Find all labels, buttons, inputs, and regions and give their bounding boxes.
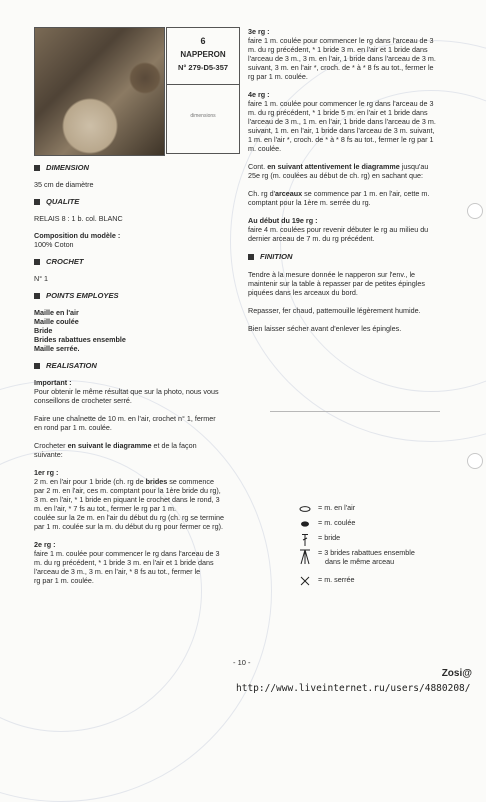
crocheter-line: Crocheter en suivant le diagramme et de la façon	[34, 441, 197, 450]
rg3-line: m. du rg précédent, * 1 bride 3 m. en l'air et 1 bride dans	[248, 45, 428, 54]
section-points: POINTS EMPLOYES	[34, 291, 242, 300]
chain-line: en rond par 1 m. coulée.	[34, 423, 112, 432]
pattern-code: N° 279-D5-357	[177, 63, 229, 72]
left-column	[34, 163, 242, 585]
slip-stitch-icon	[298, 518, 312, 530]
composition-text: 100% Coton	[34, 240, 74, 249]
rg3-title: 3e rg :	[248, 27, 270, 36]
cluster-stitch-icon	[298, 548, 312, 566]
section-divider	[270, 411, 440, 412]
point-item: Bride	[34, 326, 53, 335]
rg4-line: l'arceau de 3 m., 1 m. en l'air, 1 bride dans l'arceau de 3 m.	[248, 117, 436, 126]
rg1-line: coulée sur la 2e m. en l'air du début du rg (ch. rg se termine	[34, 513, 224, 522]
source-url: http://www.liveinternet.ru/users/4880208/	[236, 683, 471, 694]
rg1-line: par 2 m. en l'air, ces m. comptant pour la 1ère bride du rg),	[34, 486, 221, 495]
rg3-line: rg par 1 m. coulée.	[248, 72, 308, 81]
cont-line-2: 25e rg (m. coulées au début de ch. rg) en sachant que:	[248, 171, 424, 180]
section-qualite: QUALITE	[34, 197, 242, 206]
legend-row-cluster: = 3 brides rabattues ensemble dans le même arceau	[298, 548, 415, 566]
square-bullet-icon	[34, 293, 40, 299]
rg2-title: 2e rg :	[34, 540, 56, 549]
important-line: conseillons de crocheter serré.	[34, 396, 132, 405]
section-finition: FINITION	[248, 252, 456, 261]
crocheter-line-2: suivante:	[34, 450, 63, 459]
point-item: Maille coulée	[34, 317, 79, 326]
section-realisation: REALISATION	[34, 361, 242, 370]
repasser-text: Repasser, fer chaud, pattemouille légèrement humide.	[248, 306, 421, 315]
double-crochet-icon	[298, 533, 312, 547]
section-crochet: CROCHET	[34, 257, 242, 266]
reference-mini-text: dimensions	[190, 113, 216, 119]
rg19-line: faire 4 m. coulées pour revenir débuter le rg au milieu du	[248, 225, 429, 234]
rg1-line: par 1 m. coulée sur la m. du début du rg pour fermer ce rg).	[34, 522, 223, 531]
chain-stitch-icon	[298, 503, 312, 515]
rg2-line: m. du rg précédent, * 1 bride 3 m. en l'air et 1 bride dans	[34, 558, 214, 567]
qualite-text: RELAIS 8 : 1 b. col. BLANC	[34, 214, 123, 223]
finition-line: piquées dans les arceaux du bord.	[248, 288, 358, 297]
binder-hole	[467, 203, 483, 219]
rg4-line: 1 m. en l'air *, croch. de * à * 8 fs au tot., fermer le rg par 1	[248, 135, 434, 144]
crochet-text: N° 1	[34, 274, 49, 283]
rg19-line: dernier arceau de 7 m. du rg précédent.	[248, 234, 375, 243]
arceaux-line: Ch. rg d'arceaux se commence par 1 m. en l'air, cette m.	[248, 189, 430, 198]
chain-line: Faire une chaînette de 10 m. en l'air, crochet n° 1, fermer	[34, 414, 216, 423]
doily-photo	[34, 27, 165, 156]
square-bullet-icon	[34, 165, 40, 171]
rg2-line: faire 1 m. coulée pour commencer le rg dans l'arceau de 3	[34, 549, 220, 558]
rg1-line: 2 m. en l'air pour 1 bride (ch. rg de brides se commence	[34, 477, 214, 486]
legend-row-sc: = m. serrée	[298, 575, 355, 587]
cont-line: Cont. en suivant attentivement le diagramme jusqu'au	[248, 162, 429, 171]
single-crochet-icon	[298, 575, 312, 587]
rg4-title: 4e rg :	[248, 90, 270, 99]
rg4-line: suivant, 1 m. en l'air, 1 bride dans l'arceau de 3 m. suivant,	[248, 126, 435, 135]
point-item: Maille en l'air	[34, 308, 79, 317]
finition-line: Tendre à la mesure donnée le napperon sur l'env., le	[248, 270, 416, 279]
square-bullet-icon	[248, 254, 254, 260]
arceaux-line-2: comptant pour la 1ère m. serrée du rg.	[248, 198, 371, 207]
reference-box	[166, 27, 240, 154]
square-bullet-icon	[34, 259, 40, 265]
rg3-line: l'arceau de 3 m., 3 m. en l'air, 1 bride dans l'arceau de 3 m.	[248, 54, 436, 63]
composition-label: Composition du modèle :	[34, 231, 121, 240]
rg3-line: faire 1 m. coulée pour commencer le rg dans l'arceau de 3	[248, 36, 434, 45]
rg4-line: faire 1 m. coulée pour commencer le rg dans l'arceau de 3	[248, 99, 434, 108]
finition-line: maintenir sur la table à repasser par de petites épingles	[248, 279, 425, 288]
rg1-line: 3 m. en l'air, * 1 bride en piquant le crochet dans le rond, 3	[34, 495, 220, 504]
legend-row-slip: = m. coulée	[298, 518, 355, 530]
binder-hole	[467, 453, 483, 469]
important-label: Important :	[34, 378, 72, 387]
point-item: Maille serrée.	[34, 344, 80, 353]
rg2-line: rg par 1 m. coulée.	[34, 576, 94, 585]
pattern-name: NAPPERON	[180, 50, 226, 59]
right-column	[248, 27, 456, 333]
legend-row-bride: = bride	[298, 533, 340, 547]
rg3-line: suivant, 3 m. en l'air *, croch. de * à * 8 fs au tot., fermer le	[248, 63, 434, 72]
rg2-line: l'arceau de 3 m., 3 m. en l'air, * 8 fs au tot., fermer le	[34, 567, 201, 576]
rg1-title: 1er rg :	[34, 468, 59, 477]
point-item: Brides rabattues ensemble	[34, 335, 126, 344]
rg1-line: m. en l'air, * 7 fs au tot., fermer le rg par 1 m.	[34, 504, 176, 513]
pattern-number: 6	[200, 36, 206, 46]
important-line: Pour obtenir le même résultat que sur la photo, nous vous	[34, 387, 219, 396]
section-dimension: DIMENSION	[34, 163, 242, 172]
signature: Zosi@	[441, 668, 472, 679]
rg4-line: m. du rg précédent, * 1 bride 5 m. en l'air et 1 bride dans	[248, 108, 428, 117]
page-number: - 10 -	[233, 658, 251, 667]
laisser-text: Bien laisser sécher avant d'enlever les épingles.	[248, 324, 402, 333]
square-bullet-icon	[34, 363, 40, 369]
reference-header	[167, 28, 239, 85]
rg19-title: Au début du 19e rg :	[248, 216, 318, 225]
square-bullet-icon	[34, 199, 40, 205]
rg4-line: m. coulée.	[248, 144, 282, 153]
dimension-text: 35 cm de diamètre	[34, 180, 94, 189]
legend-row-chain: = m. en l'air	[298, 503, 355, 515]
